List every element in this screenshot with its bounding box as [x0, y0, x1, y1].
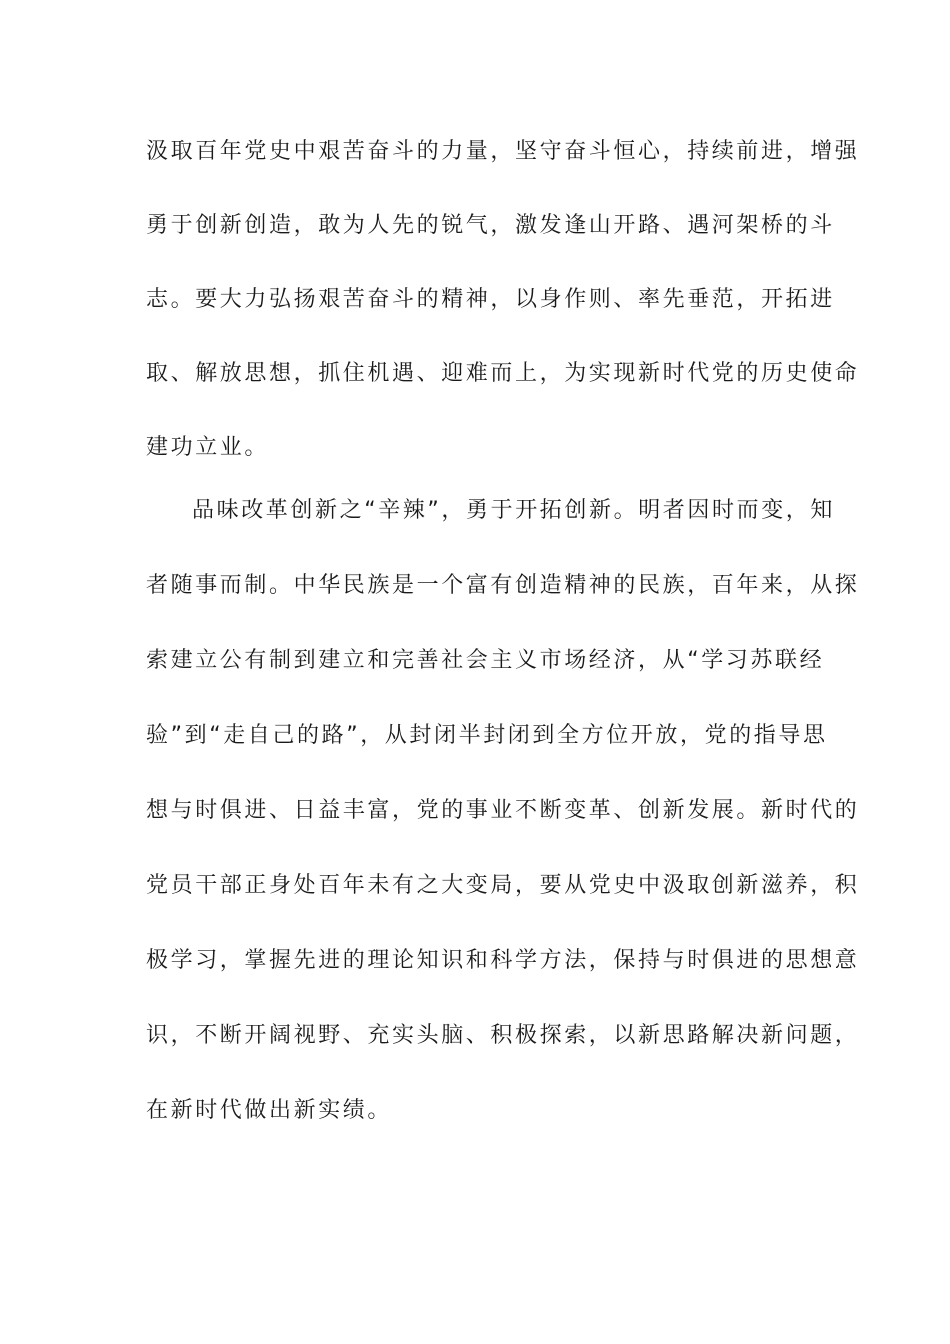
paragraph-2-line-5: 想与时俱进、日益丰富，党的事业不断变革、创新发展。新时代的	[146, 798, 860, 823]
paragraph-1-line-2: 勇于创新创造，敢为人先的锐气，激发逢山开路、遇河架桥的斗	[146, 213, 835, 238]
paragraph-2-line-3: 索建立公有制到建立和完善社会主义市场经济，从“学习苏联经	[146, 648, 825, 673]
paragraph-2-line-6: 党员干部正身处百年未有之大变局，要从党史中汲取创新滋养，积	[146, 873, 860, 898]
paragraph-1-line-5: 建功立业。	[146, 435, 270, 460]
paragraph-1-line-4: 取、解放思想，抓住机遇、迎难而上，为实现新时代党的历史使命	[146, 361, 860, 386]
paragraph-2-line-7: 极学习，掌握先进的理论知识和科学方法，保持与时俱进的思想意	[146, 948, 860, 973]
paragraph-2-line-1: 品味改革创新之“辛辣”，勇于开拓创新。明者因时而变，知	[192, 498, 835, 523]
paragraph-2-line-4: 验”到“走自己的路”，从封闭半封闭到全方位开放，党的指导思	[146, 723, 828, 748]
paragraph-2-line-2: 者随事而制。中华民族是一个富有创造精神的民族，百年来，从探	[146, 573, 860, 598]
paragraph-2-line-8: 识，不断开阔视野、充实头脑、积极探索，以新思路解决新问题，	[146, 1023, 860, 1048]
paragraph-1-line-3: 志。要大力弘扬艰苦奋斗的精神，以身作则、率先垂范，开拓进	[146, 287, 835, 312]
paragraph-1-line-1: 汲取百年党史中艰苦奋斗的力量，坚守奋斗恒心，持续前进，增强	[146, 139, 860, 164]
paragraph-2-line-9: 在新时代做出新实绩。	[146, 1098, 393, 1123]
